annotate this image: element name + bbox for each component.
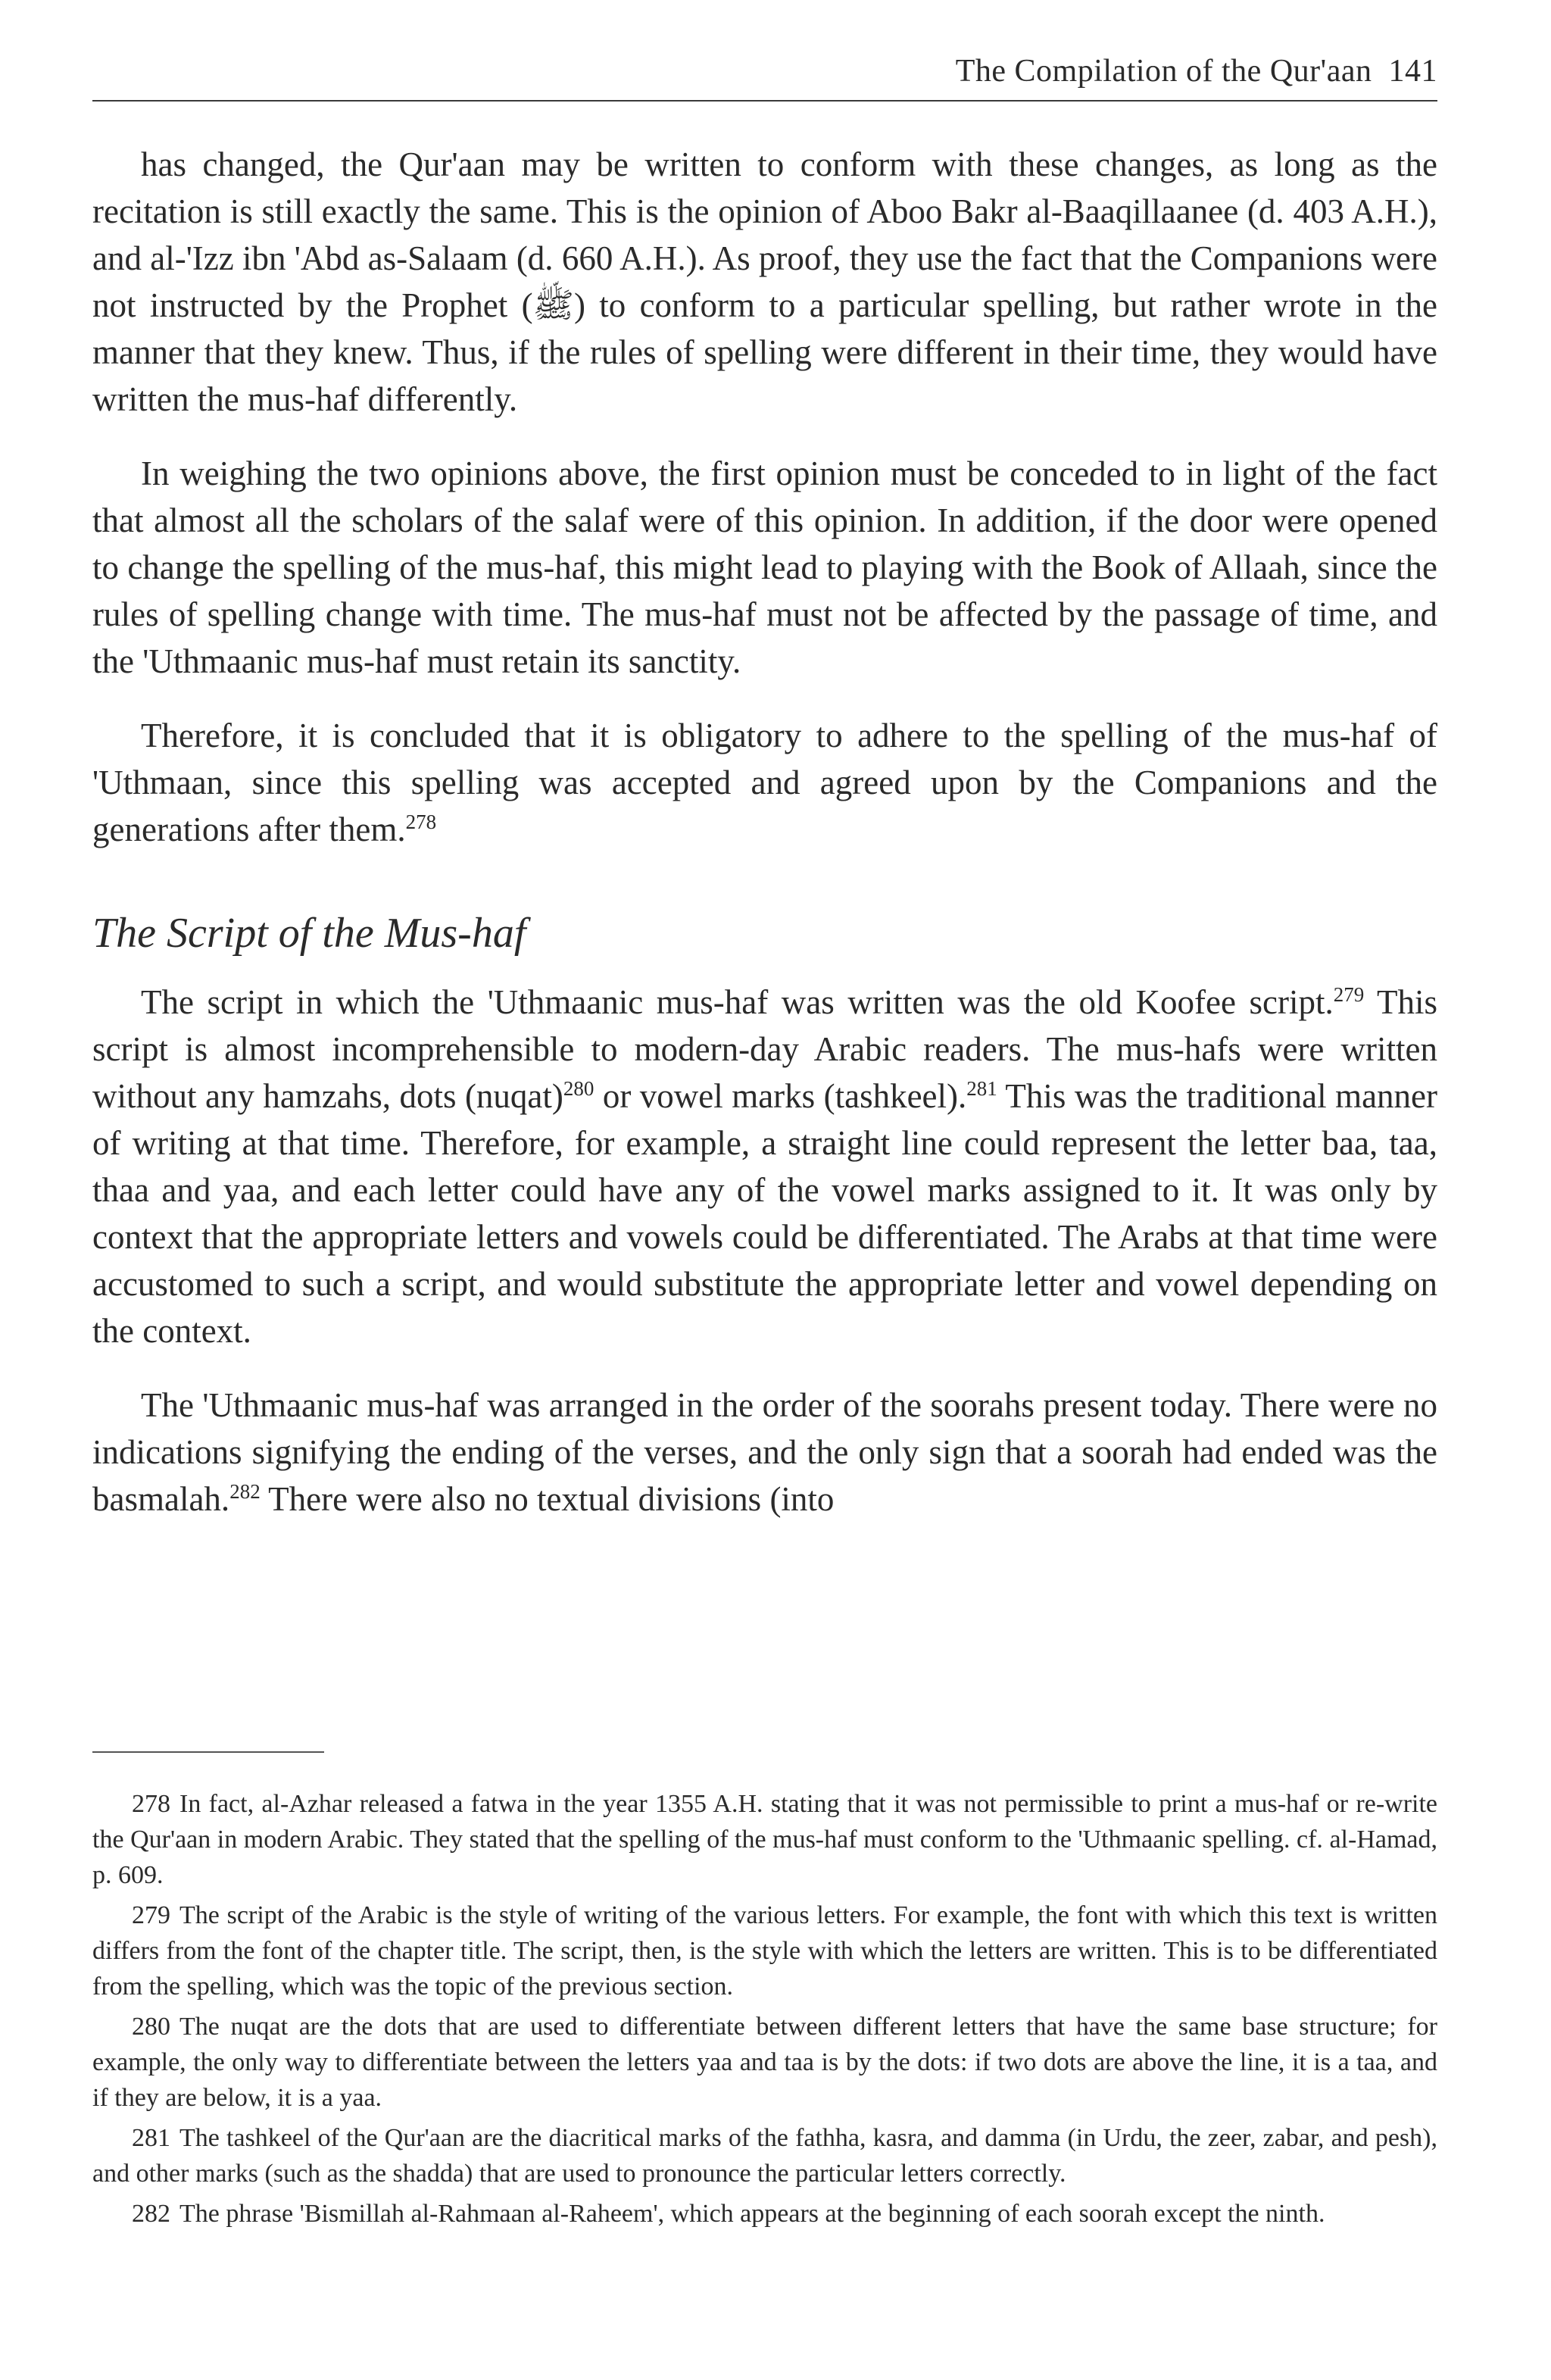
paragraph: has changed, the Qur'aan may be written to conform with these changes, as long as the recitation is still exactly the same. This is the opinion of Aboo Bakr al-Baaqillaanee (d. 403 A.H.), and al-'Izz ibn 'Abd as-Salaam (d. 660 A.H.). As proof, they use the fact that the Companions were not instructed by the Prophet (ﷺ) to conform to a particular spelling, but rather wrote in the manner that they knew. Thus, if the rules of spelling were different in their time, they would have written the mus-haf differently.: [92, 145, 1437, 418]
footnote-ref: 281: [966, 1077, 997, 1100]
footnote: [92, 1786, 1437, 1893]
footnote-ref: 280: [563, 1077, 594, 1100]
footnote-ref: 282: [229, 1480, 261, 1503]
paragraph: [92, 979, 1437, 1354]
footnote-number: 282: [132, 2200, 170, 2228]
footnote-text: The script of the Arabic is the style of writing of the various letters. For example, the font with which this text is written differs from the font of the chapter title. The script, then, is the style with which the letters are written. This is to be differentiated from the spelling, which was the topic of the previous section.: [92, 1901, 1437, 2001]
footnote-number: 279: [132, 1901, 170, 1929]
paragraph: [92, 1382, 1437, 1523]
running-header: [92, 47, 1437, 102]
paragraph-text: This was the traditional manner of writing at that time. Therefore, for example, a straight line could represent the letter baa, taa, thaa and yaa, and each letter could have any of the vowel marks assigned to it. It was only by context that the appropriate letters and vowels could be differentiated. The Arabs at that time were accustomed to such a script, and would substitute the appropriate letter and vowel depending on the context.: [92, 1077, 1438, 1350]
paragraph-text: Therefore, it is concluded that it is obligatory to adhere to the spelling of the mus-haf of 'Uthmaan, since this spelling was accepted and agreed upon by the Companions and the generations after them.: [92, 717, 1437, 848]
footnote: [92, 2196, 1437, 2232]
paragraph-text: or vowel marks (tashkeel).: [594, 1077, 967, 1115]
paragraph-text: This script is almost incomprehensible to modern-day Arabic readers. The mus-hafs were written without any hamzahs, dots (nuqat): [92, 983, 1437, 1115]
footnote-divider: [92, 1751, 324, 1753]
footnote-number: 278: [132, 1790, 170, 1818]
section-heading: The Script of the Mus-haf: [92, 910, 526, 957]
paragraph-text: There were also no textual divisions (into: [260, 1480, 835, 1518]
footnotes: [92, 1786, 1437, 2236]
footnote: [92, 2009, 1437, 2116]
footnote-text: The nuqat are the dots that are used to differentiate between different letters that have the same base structure; for example, the only way to differentiate between the letters yaa and taa is by the dots: if two dots are above the line, it is a taa, and if they are below, it is a yaa.: [92, 2013, 1437, 2112]
paragraph: [92, 712, 1437, 853]
running-title: [956, 53, 1437, 89]
footnote-ref: 279: [1333, 983, 1365, 1006]
footnote-ref: 278: [405, 811, 437, 833]
paragraph-text: The script in which the 'Uthmaanic mus-haf was written was the old Koofee script.: [141, 983, 1334, 1021]
paragraph: In weighing the two opinions above, the first opinion must be conceded to in light of the fact that almost all the scholars of the salaf were of this opinion. In addition, if the door were opened to change the spelling of the mus-haf, this might lead to playing with the Book of Allaah, since the rules of spelling change with time. The mus-haf must not be affected by the passage of time, and the 'Uthmaanic mus-haf must retain its sanctity.: [92, 454, 1437, 680]
footnote-number: 281: [132, 2124, 170, 2152]
footnote-text: The phrase 'Bismillah al-Rahmaan al-Raheem', which appears at the beginning of each soorah except the ninth.: [179, 2200, 1325, 2228]
footnote-text: In fact, al-Azhar released a fatwa in the year 1355 A.H. stating that it was not permissible to print a mus-haf or re-write the Qur'aan in modern Arabic. They stated that the spelling of the mus-haf must conform to the 'Uthmaanic spelling. cf. al-Hamad, p. 609.: [92, 1790, 1437, 1889]
paragraph-text: The 'Uthmaanic mus-haf was arranged in the order of the soorahs present today. There were no indications signifying the ending of the verses, and the only sign that a soorah had ended was the basmalah.: [92, 1386, 1437, 1518]
footnote: [92, 2120, 1437, 2191]
main-text: [92, 141, 1437, 1523]
footnote-text: The tashkeel of the Qur'aan are the diacritical marks of the fathha, kasra, and damma (in Urdu, the zeer, zabar, and pesh), and other marks (such as the shadda) that are used to pronounce the particular letters correctly.: [92, 2124, 1437, 2188]
footnote-number: 280: [132, 2013, 170, 2041]
book-chapter-title: The Compilation of the Qur'aan: [955, 54, 1372, 89]
page-number: 141: [1388, 54, 1437, 89]
footnote: [92, 1897, 1437, 2004]
